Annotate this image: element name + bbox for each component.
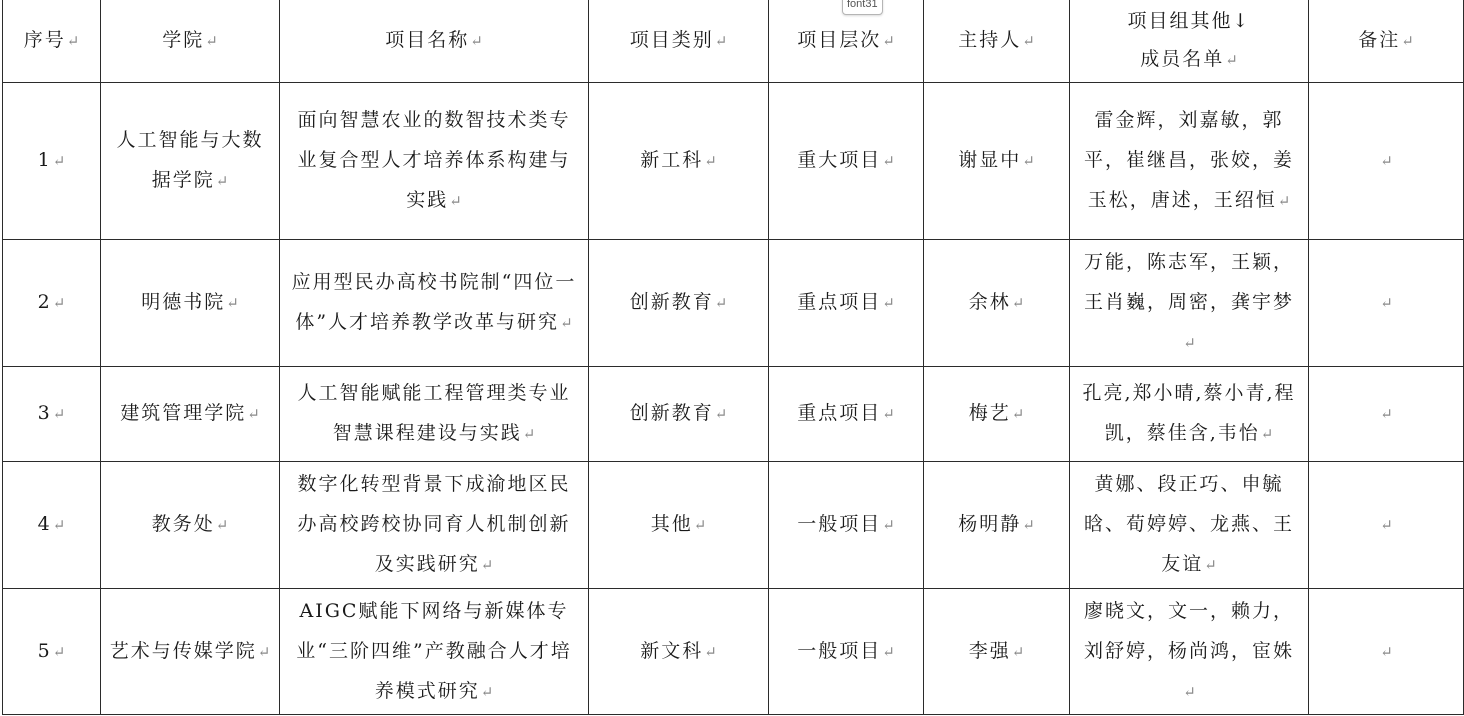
cell-project-name[interactable] [280, 366, 589, 461]
paragraph-mark: ↵ [882, 152, 895, 170]
paragraph-mark: ↵ [882, 516, 895, 534]
paragraph-mark: ↵ [714, 32, 728, 51]
header-members-line1: 项目组其他↓ [1127, 10, 1251, 33]
header-notes[interactable] [1309, 0, 1464, 82]
paragraph-mark: ↵ [1011, 405, 1025, 423]
header-category[interactable] [589, 0, 769, 82]
row-members: 黄娜、段正巧、申毓晗、荀婷婷、龙燕、王友谊 [1083, 473, 1294, 575]
paragraph-mark: ↵ [1380, 294, 1393, 312]
row-members: 廖晓文，文一，赖力，刘舒婷，杨尚鸿，宦姝 [1083, 599, 1294, 662]
cell-notes[interactable] [1309, 366, 1464, 461]
row-college: 人工智能与大数据学院 [116, 129, 264, 191]
cell-notes[interactable] [1309, 461, 1464, 588]
cell-project-name[interactable] [280, 461, 589, 588]
cell-index[interactable] [3, 366, 101, 461]
paragraph-mark: ↵ [1204, 556, 1217, 574]
cell-project-name[interactable] [280, 588, 589, 714]
header-category-label: 项目类别 [629, 29, 714, 52]
paragraph-mark: ↵ [560, 314, 573, 332]
paragraph-mark: ↵ [1011, 294, 1025, 312]
paragraph-mark: ↵ [882, 32, 895, 51]
row-host: 余林 [968, 291, 1011, 313]
row-project-name: 数字化转型背景下成渝地区民办高校跨校协同育人机制创新及实践研究 [297, 473, 571, 575]
paragraph-mark: ↵ [1380, 405, 1393, 423]
paragraph-mark: ↵ [205, 32, 218, 51]
paragraph-mark: ↵ [882, 405, 895, 423]
cell-host[interactable] [924, 588, 1070, 714]
cell-category[interactable] [589, 239, 769, 366]
row-college: 艺术与传媒学院 [109, 639, 257, 662]
paragraph-mark: ↵ [1401, 32, 1414, 51]
paragraph-mark: ↵ [470, 32, 483, 51]
cell-category[interactable] [589, 82, 769, 239]
header-index[interactable] [3, 0, 101, 82]
paragraph-mark: ↵ [522, 425, 536, 443]
cell-host[interactable] [924, 239, 1070, 366]
paragraph-mark: ↵ [257, 642, 271, 661]
cell-category[interactable] [589, 461, 769, 588]
row-index: 1 [37, 149, 52, 171]
cell-level[interactable] [769, 239, 924, 366]
cell-index[interactable] [3, 239, 101, 366]
header-project-name[interactable] [280, 0, 589, 82]
table-row [3, 588, 1464, 714]
row-host: 谢显中 [958, 149, 1022, 171]
paragraph-mark: ↵ [1022, 516, 1035, 534]
row-category: 创新教育 [629, 291, 714, 313]
row-index: 5 [37, 639, 52, 662]
paragraph-mark: ↵ [1380, 642, 1393, 661]
cell-members[interactable] [1070, 239, 1309, 366]
row-college: 教务处 [151, 513, 215, 535]
cell-members[interactable] [1070, 82, 1309, 239]
cell-level[interactable] [769, 461, 924, 588]
row-category: 新工科 [640, 149, 704, 171]
header-host[interactable] [924, 0, 1070, 82]
table-row [3, 366, 1464, 461]
paragraph-mark: ↵ [714, 294, 728, 312]
row-level: 一般项目 [797, 513, 882, 535]
row-project-name: 面向智慧农业的数智技术类专业复合型人才培养体系构建与实践 [297, 109, 571, 211]
cell-project-name[interactable] [280, 239, 589, 366]
cell-college[interactable] [101, 82, 280, 239]
paragraph-mark: ↵ [226, 294, 239, 312]
paragraph-mark: ↵ [1380, 152, 1393, 170]
row-host: 杨明静 [958, 513, 1022, 535]
cell-category[interactable] [589, 366, 769, 461]
paragraph-mark: ↵ [882, 294, 895, 312]
paragraph-mark: ↵ [480, 682, 494, 701]
cell-college[interactable] [101, 239, 280, 366]
paragraph-mark: ↵ [215, 172, 229, 190]
header-members[interactable] [1070, 0, 1309, 82]
paragraph-mark: ↵ [247, 405, 260, 423]
row-project-name: 人工智能赋能工程管理类专业智慧课程建设与实践 [297, 382, 571, 444]
header-notes-label: 备注 [1358, 29, 1401, 52]
paragraph-mark: ↵ [882, 642, 895, 661]
cell-index[interactable] [3, 82, 101, 239]
cell-level[interactable] [769, 366, 924, 461]
cell-level[interactable] [769, 588, 924, 714]
table-row [3, 461, 1464, 588]
row-category: 新文科 [640, 639, 704, 662]
paragraph-mark: ↵ [1380, 516, 1393, 534]
header-host-label: 主持人 [958, 29, 1022, 52]
cell-college[interactable] [101, 366, 280, 461]
paragraph-mark: ↵ [704, 642, 717, 661]
paragraph-mark: ↵ [1183, 334, 1196, 352]
cell-host[interactable] [924, 82, 1070, 239]
row-index: 2 [37, 291, 52, 313]
row-category: 其他 [650, 513, 693, 535]
row-level: 一般项目 [797, 639, 882, 662]
row-project-name: 应用型民办高校书院制“四位一体”人才培养教学改革与研究 [291, 271, 577, 333]
table-row [3, 239, 1464, 366]
header-project-name-label: 项目名称 [385, 29, 470, 52]
paragraph-mark: ↵ [52, 516, 66, 534]
paragraph-mark: ↵ [1277, 192, 1291, 210]
header-index-label: 序号 [23, 29, 66, 52]
paragraph-mark: ↵ [449, 192, 462, 210]
row-college: 明德书院 [141, 291, 226, 313]
cell-members[interactable] [1070, 366, 1309, 461]
row-level: 重点项目 [797, 291, 882, 313]
row-host: 李强 [968, 639, 1011, 662]
row-members: 孔亮,郑小晴,蔡小青,程凯，蔡佳含,韦怡 [1082, 382, 1296, 444]
cell-index[interactable] [3, 461, 101, 588]
header-members-line2-wrap [1078, 40, 1300, 79]
paragraph-mark: ↵ [52, 642, 66, 661]
cell-host[interactable] [924, 461, 1070, 588]
paragraph-mark: ↵ [52, 405, 66, 423]
row-index: 4 [37, 513, 52, 535]
cell-host[interactable] [924, 366, 1070, 461]
cell-category[interactable] [589, 588, 769, 714]
paragraph-mark: ↵ [215, 516, 229, 534]
cell-index[interactable] [3, 588, 101, 714]
paragraph-mark: ↵ [66, 32, 80, 51]
paragraph-mark: ↵ [1022, 32, 1035, 51]
paragraph-mark: ↵ [1022, 152, 1035, 170]
cell-college[interactable] [101, 461, 280, 588]
cell-project-name[interactable] [280, 82, 589, 239]
row-host: 梅艺 [968, 402, 1011, 424]
header-level-label: 项目层次 [797, 29, 882, 52]
paragraph-mark: ↵ [480, 556, 494, 574]
row-members: 雷金辉，刘嘉敏，郭平，崔继昌，张姣，姜玉松，唐述，王绍恒 [1083, 109, 1294, 211]
paragraph-mark: ↵ [1260, 425, 1274, 443]
cell-level[interactable] [769, 82, 924, 239]
row-college: 建筑管理学院 [120, 402, 247, 424]
row-level: 重大项目 [797, 149, 882, 171]
paragraph-mark: ↵ [1183, 682, 1196, 701]
paragraph-mark: ↵ [52, 294, 66, 312]
paragraph-mark: ↵ [1011, 642, 1025, 661]
paragraph-mark: ↵ [693, 516, 707, 534]
paragraph-mark: ↵ [52, 152, 66, 170]
paragraph-mark: ↵ [704, 152, 717, 170]
cell-notes[interactable] [1309, 588, 1464, 714]
paragraph-mark: ↵ [1225, 51, 1238, 70]
cell-notes[interactable] [1309, 82, 1464, 239]
row-index: 3 [37, 402, 52, 424]
project-table [2, 0, 1464, 715]
table-header-row [3, 0, 1464, 82]
row-members: 万能，陈志军，王颖，王肖巍，周密，龚宇梦 [1083, 251, 1294, 313]
header-college[interactable] [101, 0, 280, 82]
table-row [3, 82, 1464, 239]
cell-members[interactable] [1070, 461, 1309, 588]
paragraph-mark: ↵ [714, 405, 728, 423]
cell-members[interactable] [1070, 588, 1309, 714]
header-college-label: 学院 [162, 29, 205, 52]
row-project-name: AIGC赋能下网络与新媒体专业“三阶四维”产教融合人才培养模式研究 [296, 599, 572, 702]
cell-college[interactable] [101, 588, 280, 714]
row-category: 创新教育 [629, 402, 714, 424]
cell-notes[interactable] [1309, 239, 1464, 366]
row-level: 重点项目 [797, 402, 882, 424]
font-tooltip: font31 [842, 0, 883, 15]
header-members-line2: 成员名单 [1140, 48, 1225, 71]
